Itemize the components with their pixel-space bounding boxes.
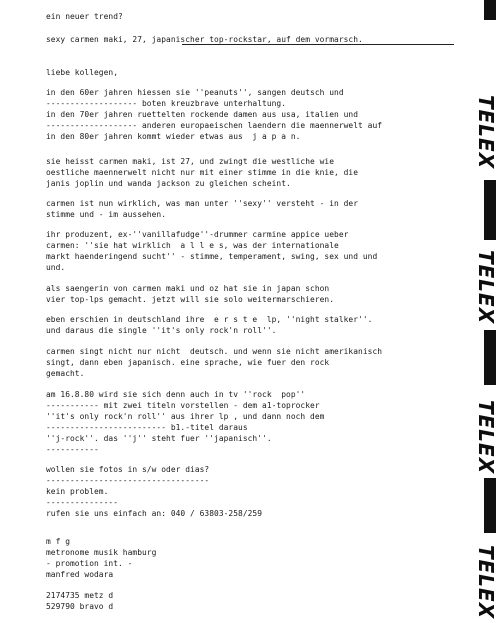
- body-line: oestliche maennerwelt nicht nur mit einer stimme in die knie, die: [46, 168, 359, 177]
- body-line: in den 80er jahren kommt wieder etwas aus j a p a n.: [46, 132, 301, 141]
- closing-line: m f g: [46, 537, 71, 546]
- subject-line: sexy carmen maki, 27, japanischer top-rockstar, auf dem vormarsch.: [46, 35, 363, 44]
- body-line: markt haenderingend sucht'' - stimme, temperament, swing, sex und und: [46, 252, 378, 261]
- body-line: vier top-lps gemacht. jetzt will sie solo weitermarschieren.: [46, 295, 335, 304]
- body-line: am 16.8.80 wird sie sich denn auch in tv ''rock pop'': [46, 390, 306, 399]
- body-line: ---------------: [46, 498, 119, 507]
- body-line: sie heisst carmen maki, ist 27, und zwingt die westliche wie: [46, 157, 335, 166]
- body-line: janis joplin und wanda jackson zu gleichen scheint.: [46, 179, 291, 188]
- body-line: eben erschien in deutschland ihre e r s t e lp, ''night stalker''.: [46, 315, 373, 324]
- phone-line: rufen sie uns einfach an: 040 / 63803-258/259: [46, 509, 263, 518]
- body-line: in den 70er jahren ruettelten rockende damen aus usa, italien und: [46, 110, 359, 119]
- telex-logo: TELEX: [474, 545, 498, 620]
- body-line: -----------: [46, 445, 99, 454]
- body-line: ----------- mit zwei titeln vorstellen - dem a1-toprocker: [46, 401, 320, 410]
- body-line: gemacht.: [46, 369, 85, 378]
- border-bar: [484, 330, 496, 385]
- body-line: ----------------------------------: [46, 476, 210, 485]
- sender-dept: - promotion int. -: [46, 559, 133, 568]
- telex-border: [474, 0, 500, 623]
- body-line: singt, dann eben japanisch. eine sprache, wie fuer den rock: [46, 358, 330, 367]
- subject-underline: [182, 44, 454, 45]
- body-line: ''it's only rock'n roll'' aus ihrer lp , und dann noch dem: [46, 412, 325, 421]
- body-line: carmen: ''sie hat wirklich a l l e s, was der internationale: [46, 241, 339, 250]
- body-line: in den 60er jahren hiessen sie ''peanuts'', sangen deutsch und: [46, 88, 344, 97]
- body-line: ihr produzent, ex-''vanillafudge''-drummer carmine appice ueber: [46, 230, 349, 239]
- border-bar: [484, 0, 496, 20]
- body-line: carmen singt nicht nur nicht deutsch. und wenn sie nicht amerikanisch: [46, 347, 383, 356]
- sender-name: manfred wodara: [46, 570, 114, 579]
- body-line: und.: [46, 263, 66, 272]
- telex-answerback: 2174735 metz d: [46, 591, 114, 600]
- telex-logo: TELEX: [474, 95, 498, 170]
- heading-line: ein neuer trend?: [46, 12, 123, 21]
- telex-logo: TELEX: [474, 250, 498, 325]
- sender-company: metronome musik hamburg: [46, 548, 157, 557]
- salutation-line: liebe kollegen,: [46, 68, 119, 77]
- telex-logo: TELEX: [474, 400, 498, 475]
- telex-answerback: 529790 bravo d: [46, 602, 114, 611]
- body-line: wollen sie fotos in s/w oder dias?: [46, 465, 210, 474]
- body-line: als saengerin von carmen maki und oz hat sie in japan schon: [46, 284, 330, 293]
- body-line: stimme und - im aussehen.: [46, 210, 167, 219]
- border-bar: [484, 180, 496, 240]
- border-bar: [484, 478, 496, 533]
- body-line: und daraus die single ''it's only rock'n roll''.: [46, 326, 277, 335]
- body-line: carmen ist nun wirklich, was man unter ''sexy'' versteht - in der: [46, 199, 359, 208]
- body-line: ------------------- boten kreuzbrave unterhaltung.: [46, 99, 287, 108]
- body-line: ''j-rock''. das ''j'' steht fuer ''japanisch''.: [46, 434, 272, 443]
- body-line: kein problem.: [46, 487, 109, 496]
- body-line: ------------------- anderen europaeischen laendern die maennerwelt auf: [46, 121, 383, 130]
- body-line: ------------------------- b1.-titel daraus: [46, 423, 248, 432]
